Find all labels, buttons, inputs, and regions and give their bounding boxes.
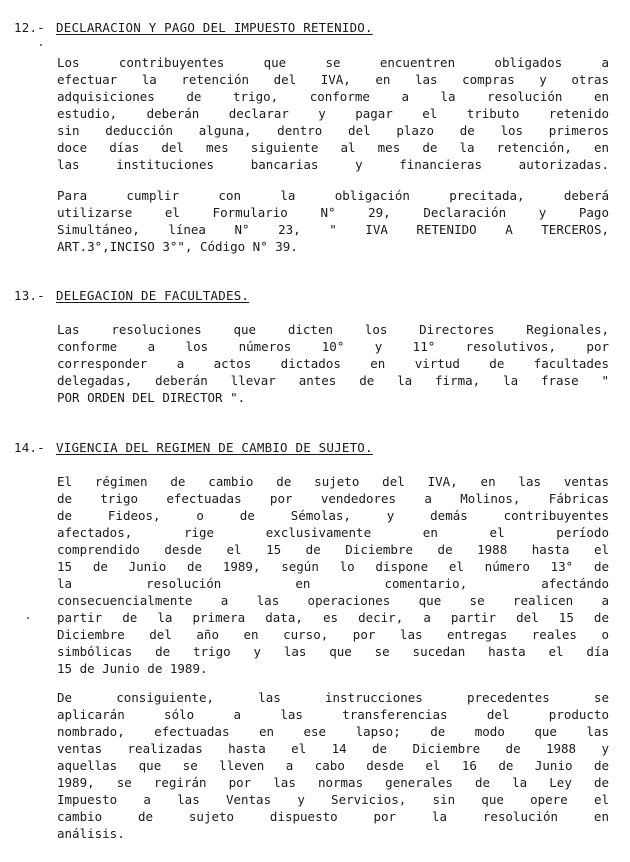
paragraph xyxy=(57,54,609,173)
text-line: aquellas que se lleven a cabo desde el 16 de Junio de xyxy=(57,758,609,773)
text-line: sin deducción alguna, dentro del plazo de los primeros xyxy=(57,123,609,138)
text-line: doce días del mes siguiente al mes de la retención, en xyxy=(57,140,609,155)
text-line: utilizarse el Formulario N° 29, Declaración y Pago xyxy=(57,205,609,220)
text-line: Para cumplir con la obligación precitada, deberá xyxy=(57,188,609,203)
paragraph xyxy=(57,187,609,255)
scan-speck xyxy=(40,44,42,46)
text-line: Simultáneo, línea N° 23, " IVA RETENIDO A TERCEROS, xyxy=(57,222,609,237)
section-title: DECLARACION Y PAGO DEL IMPUESTO RETENIDO. xyxy=(56,20,373,35)
paragraph xyxy=(57,321,609,406)
text-line: nombrado, efectuadas en ese lapso; de modo que las xyxy=(57,724,609,739)
text-line: de trigo efectuadas por vendedores a Molinos, Fábricas xyxy=(57,491,609,506)
text-line: De consiguiente, las instrucciones precedentes se xyxy=(57,690,609,705)
text-line: conforme a los números 10° y 11° resolutivos, por xyxy=(57,339,609,354)
text-line: POR ORDEN DEL DIRECTOR ". xyxy=(57,390,246,405)
text-line: estudio, deberán declarar y pagar el tributo retenido xyxy=(57,106,609,121)
section-title: DELEGACION DE FACULTADES. xyxy=(56,288,250,303)
text-line: ventas realizadas hasta el 14 de Diciembre de 1988 y xyxy=(57,741,609,756)
text-line: Los contribuyentes que se encuentren obligados a xyxy=(57,55,609,70)
text-line: El régimen de cambio de sujeto del IVA, en las ventas xyxy=(57,474,609,489)
text-line: aplicarán sólo a las transferencias del producto xyxy=(57,707,609,722)
text-line: simbólicas de trigo y las que se sucedan hasta el día xyxy=(57,644,609,659)
text-line: 15 de Junio de 1989, según lo dispone el número 13° de xyxy=(57,559,609,574)
text-line: de Fideos, o de Sémolas, y demás contribuyentes xyxy=(57,508,609,523)
text-line: las instituciones bancarias y financieras autorizadas. xyxy=(57,157,609,172)
text-line: ART.3°,INCISO 3°", Código N° 39. xyxy=(57,239,298,254)
text-line: comprendido desde el 15 de Diciembre de 1988 hasta el xyxy=(57,542,609,557)
text-line: adquisiciones de trigo, conforme a la resolución en xyxy=(57,89,609,104)
text-line: análisis. xyxy=(57,826,125,841)
section-heading xyxy=(14,20,373,35)
text-line: cambio de sujeto dispuesto por la resolución en xyxy=(57,809,609,824)
paragraph xyxy=(57,473,609,677)
text-line: 1989, se regirán por las normas generales de la Ley de xyxy=(57,775,609,790)
section-number: 14.- xyxy=(14,440,45,455)
text-line: Diciembre del año en curso, por las entregas reales o xyxy=(57,627,609,642)
paragraph xyxy=(57,689,609,842)
section-heading xyxy=(14,288,249,303)
section-number: 13.- xyxy=(14,288,45,303)
text-line: consecuencialmente a las operaciones que se realicen a xyxy=(57,593,609,608)
text-line: la resolución en comentario, afectándo xyxy=(57,576,609,591)
text-line: delegadas, deberán llevar antes de la firma, la frase " xyxy=(57,373,609,388)
section-title: VIGENCIA DEL REGIMEN DE CAMBIO DE SUJETO. xyxy=(56,440,373,455)
text-line: afectados, rige exclusivamente en el período xyxy=(57,525,609,540)
text-line: corresponder a actos dictados en virtud de facultades xyxy=(57,356,609,371)
section-heading xyxy=(14,440,373,455)
text-line: Las resoluciones que dicten los Directores Regionales, xyxy=(57,322,609,337)
text-line: Impuesto a las Ventas y Servicios, sin que opere el xyxy=(57,792,609,807)
text-line: partir de la primera data, es decir, a partir del 15 de xyxy=(57,610,609,625)
text-line: efectuar la retención del IVA, en las compras y otras xyxy=(57,72,609,87)
text-line: 15 de Junio de 1989. xyxy=(57,661,208,676)
scan-speck xyxy=(27,617,29,619)
section-number: 12.- xyxy=(14,20,45,35)
